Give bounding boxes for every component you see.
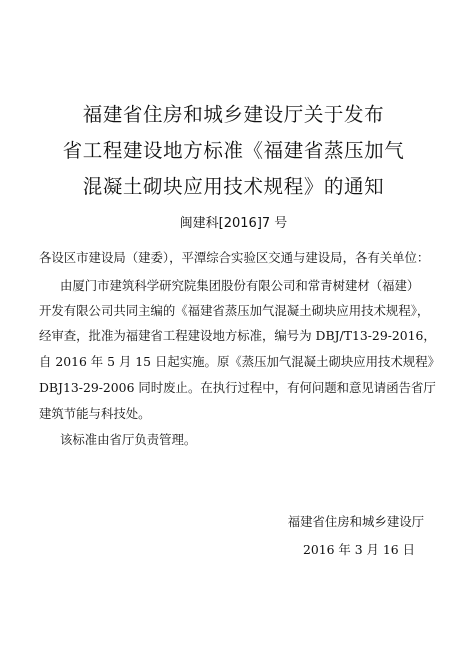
paragraph-2: 该标准由省厅负责管理。 [60,432,197,447]
paragraph-1-line-3: 经审查，批准为福建省工程建设地方标准，编号为 DBJ/T13-29-2016， [39,328,436,343]
document-number: 闽建科[2016]7 号 [179,216,288,231]
paragraph-1-line-2: 开发有限公司共同主编的《福建省蒸压加气混凝土砌块应用技术规程》， [39,303,430,318]
issuing-authority: 福建省住房和城乡建设厅 [287,514,424,529]
notice-title-line-2: 省工程建设地方标准《福建省蒸压加气 [62,139,405,162]
paragraph-1-line-1: 由厦门市建筑科学研究院集团股份有限公司和常青树建材（福建） [60,278,420,293]
paragraph-1-line-4: 自 2016 年 5 月 15 日起实施。原《蒸压加气混凝土砌块应用技术规程》 [39,354,440,369]
paragraph-1-line-6: 建筑节能与科技处。 [39,406,151,421]
notice-title-line-3: 混凝土砌块应用技术规程》的通知 [82,175,385,198]
salutation: 各设区市建设局（建委），平潭综合实验区交通与建设局，各有关单位： [39,250,430,265]
issue-date: 2016 年 3 月 16 日 [302,542,415,557]
paragraph-1-line-5: DBJ13-29-2006 同时废止。在执行过程中，有何问题和意见请函告省厅 [39,380,436,395]
notice-title-line-1: 福建省住房和城乡建设厅关于发布 [82,103,385,126]
